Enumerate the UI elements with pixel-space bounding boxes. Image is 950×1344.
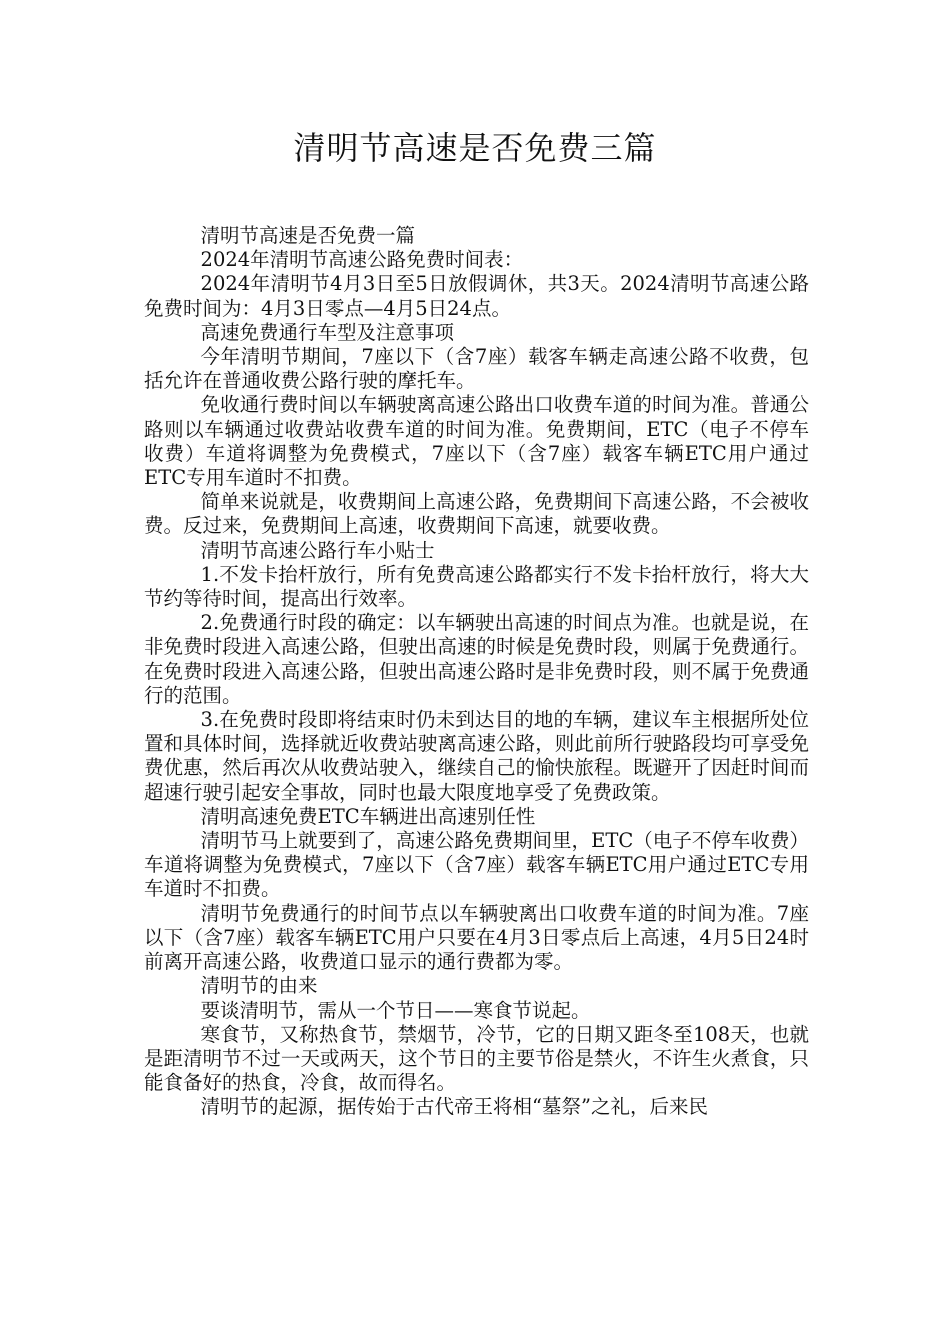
paragraph: 2024年清明节高速公路免费时间表：: [200, 248, 524, 272]
paragraph: 清明节免费通行的时间节点以车辆驶离出口收费车道的时间为准。7座以下（含7座）载客车辆ETC用户只要在4月3日零点后上高速，4月5日24时前离开高速公路，收费道口显示的通行费都为零。: [144, 901, 809, 974]
paragraph: 清明节的由来: [200, 974, 318, 998]
paragraph: 2.免费通行时段的确定：以车辆驶出高速的时间点为准。也就是说，在非免费时段进入高速公路，但驶出高速的时候是免费时段，则属于免费通行。在免费时段进入高速公路，但驶出高速公路时是非免费时段，则不属于免费通行的范围。: [144, 611, 809, 707]
paragraph: 今年清明节期间，7座以下（含7座）载客车辆走高速公路不收费，包括允许在普通收费公路行驶的摩托车。: [144, 345, 809, 393]
paragraph: 要谈清明节，需从一个节日——寒食节说起。: [200, 998, 591, 1022]
paragraph: 寒食节，又称热食节，禁烟节，冷节，它的日期又距冬至108天，也就是距清明节不过一天或两天，这个节日的主要节俗是禁火，不许生火煮食，只能食备好的热食，冷食，故而得名。: [144, 1022, 809, 1095]
paragraph: 高速免费通行车型及注意事项: [200, 320, 455, 344]
paragraph: 简单来说就是，收费期间上高速公路，免费期间下高速公路，不会被收费。反过来，免费期间上高速，收费期间下高速，就要收费。: [144, 490, 809, 538]
paragraph: 清明节高速公路行车小贴士: [200, 538, 435, 562]
paragraph: 清明高速免费ETC车辆进出高速别任性: [200, 804, 536, 828]
paragraph: 清明节的起源，据传始于古代帝王将相“墓祭”之礼，后来民: [200, 1095, 708, 1119]
document-title: 清明节高速是否免费三篇: [293, 129, 657, 167]
paragraph: 2024年清明节4月3日至5日放假调休，共3天。2024清明节高速公路免费时间为：4月3日零点—4月5日24点。: [144, 272, 809, 320]
document-body: [144, 224, 809, 1120]
paragraph: 1.不发卡抬杆放行，所有免费高速公路都实行不发卡抬杆放行，将大大节约等待时间，提高出行效率。: [144, 562, 809, 611]
paragraph: 免收通行费时间以车辆驶离高速公路出口收费车道的时间为准。普通公路则以车辆通过收费站收费车道的时间为准。免费期间，ETC（电子不停车收费）车道将调整为免费模式，7座以下（含7座）载客车辆ETC用户通过ETC专用车道时不扣费。: [144, 393, 809, 490]
paragraph: 3.在免费时段即将结束时仍未到达目的地的车辆，建议车主根据所处位置和具体时间，选择就近收费站驶离高速公路，则此前所行驶路段均可享受免费优惠，然后再次从收费站驶入，继续自己的愉快旅程。既避开了因赶时间而超速行驶引起安全事故，同时也最大限度地享受了免费政策。: [144, 708, 809, 804]
paragraph: 清明节马上就要到了，高速公路免费期间里，ETC（电子不停车收费）车道将调整为免费模式，7座以下（含7座）载客车辆ETC用户通过ETC专用车道时不扣费。: [144, 829, 809, 901]
paragraph: 清明节高速是否免费一篇: [200, 224, 416, 247]
